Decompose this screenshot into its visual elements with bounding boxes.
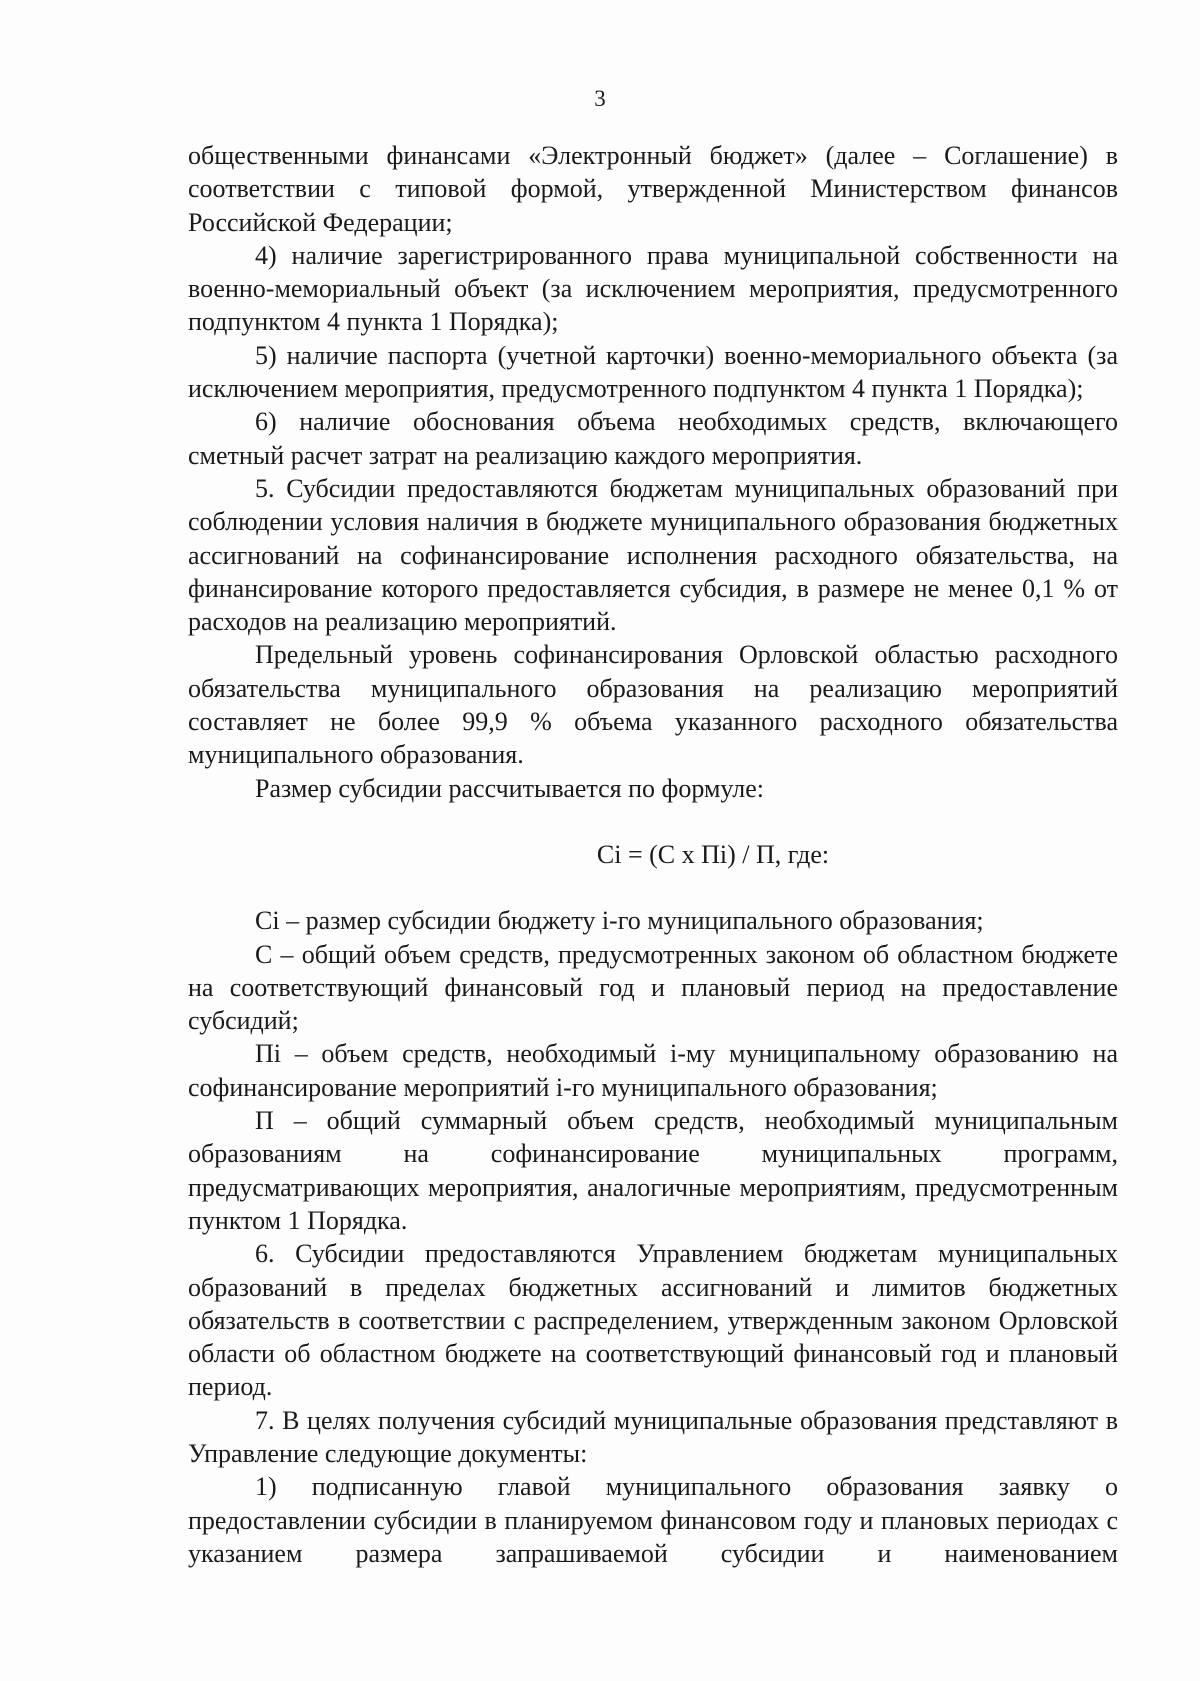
page-number: 3	[594, 86, 606, 111]
paragraph-section-6: 6. Субсидии предоставляются Управлением бюджетам муниципальных образований в пределах бюджетных ассигнований и лимитов бюджетных обязательств в соответствии с распределением, утвержденным законом Орловской области об областном бюджете на соответствующий финансовый год и плановый период.	[188, 1239, 1118, 1402]
paragraph-formula-intro: Размер субсидии рассчитывается по формуле:	[255, 773, 765, 803]
paragraph-section-7: 7. В целях получения субсидий муниципальные образования представляют в Управление следующие документы:	[188, 1405, 1118, 1468]
document-body	[188, 139, 1118, 1570]
paragraph-definition-c: C – общий объем средств, предусмотренных законом об областном бюджете на соответствующий финансовый год и плановый период на предоставление субсидий;	[188, 939, 1118, 1036]
paragraph-section-5: 5. Субсидии предоставляются бюджетам муниципальных образований при соблюдении условия наличия в бюджете муниципального образования бюджетных ассигнований на софинансирование исполнения расходного обязательства, на финансирование которого предоставляется субсидия, в размере не менее 0,1 % от расходов на реализацию мероприятий.	[188, 473, 1118, 637]
paragraph-item-5: 5) наличие паспорта (учетной карточки) военно-мемориального объекта (за исключением мероприятия, предусмотренного подпунктом 4 пункта 1 Порядка);	[188, 340, 1118, 404]
paragraph-definition-p: П – общий суммарный объем средств, необходимый муниципальным образованиям на софинансирование муниципальных программ, предусматривающих мероприятия, аналогичные мероприятиям, предусмотренным пунктом 1 Порядка.	[188, 1106, 1118, 1235]
paragraph-item-1-application: 1) подписанную главой муниципального образования заявку о предоставлении субсидии в планируемом финансовом году и плановых периодах с указанием размера запрашиваемой субсидии и наименованием	[188, 1472, 1118, 1568]
paragraph-definition-pi: Пi – объем средств, необходимый i-му муниципальному образованию на софинансирование мероприятий i-го муниципального образования;	[188, 1039, 1118, 1102]
formula: Ci = (C x Пi) / П, где:	[596, 839, 830, 869]
paragraph-continuation: общественными финансами «Электронный бюджет» (далее – Соглашение) в соответствии с типовой формой, утвержденной Министерством финансов Российской Федерации;	[188, 141, 1118, 237]
paragraph-item-4: 4) наличие зарегистрированного права муниципальной собственности на военно-мемориальный объект (за исключением мероприятия, предусмотренного подпунктом 4 пункта 1 Порядка);	[188, 240, 1118, 337]
paragraph-item-6: 6) наличие обоснования объема необходимых средств, включающего сметный расчет затрат на реализацию каждого мероприятия.	[188, 407, 1118, 470]
paragraph-definition-ci: Ci – размер субсидии бюджету i-го муниципального образования;	[255, 906, 984, 936]
paragraph-cofinancing-level: Предельный уровень софинансирования Орловской областью расходного обязательства муниципального образования на реализацию мероприятий составляет не более 99,9 % объема указанного расходного обязательства муниципального образования.	[188, 640, 1118, 770]
